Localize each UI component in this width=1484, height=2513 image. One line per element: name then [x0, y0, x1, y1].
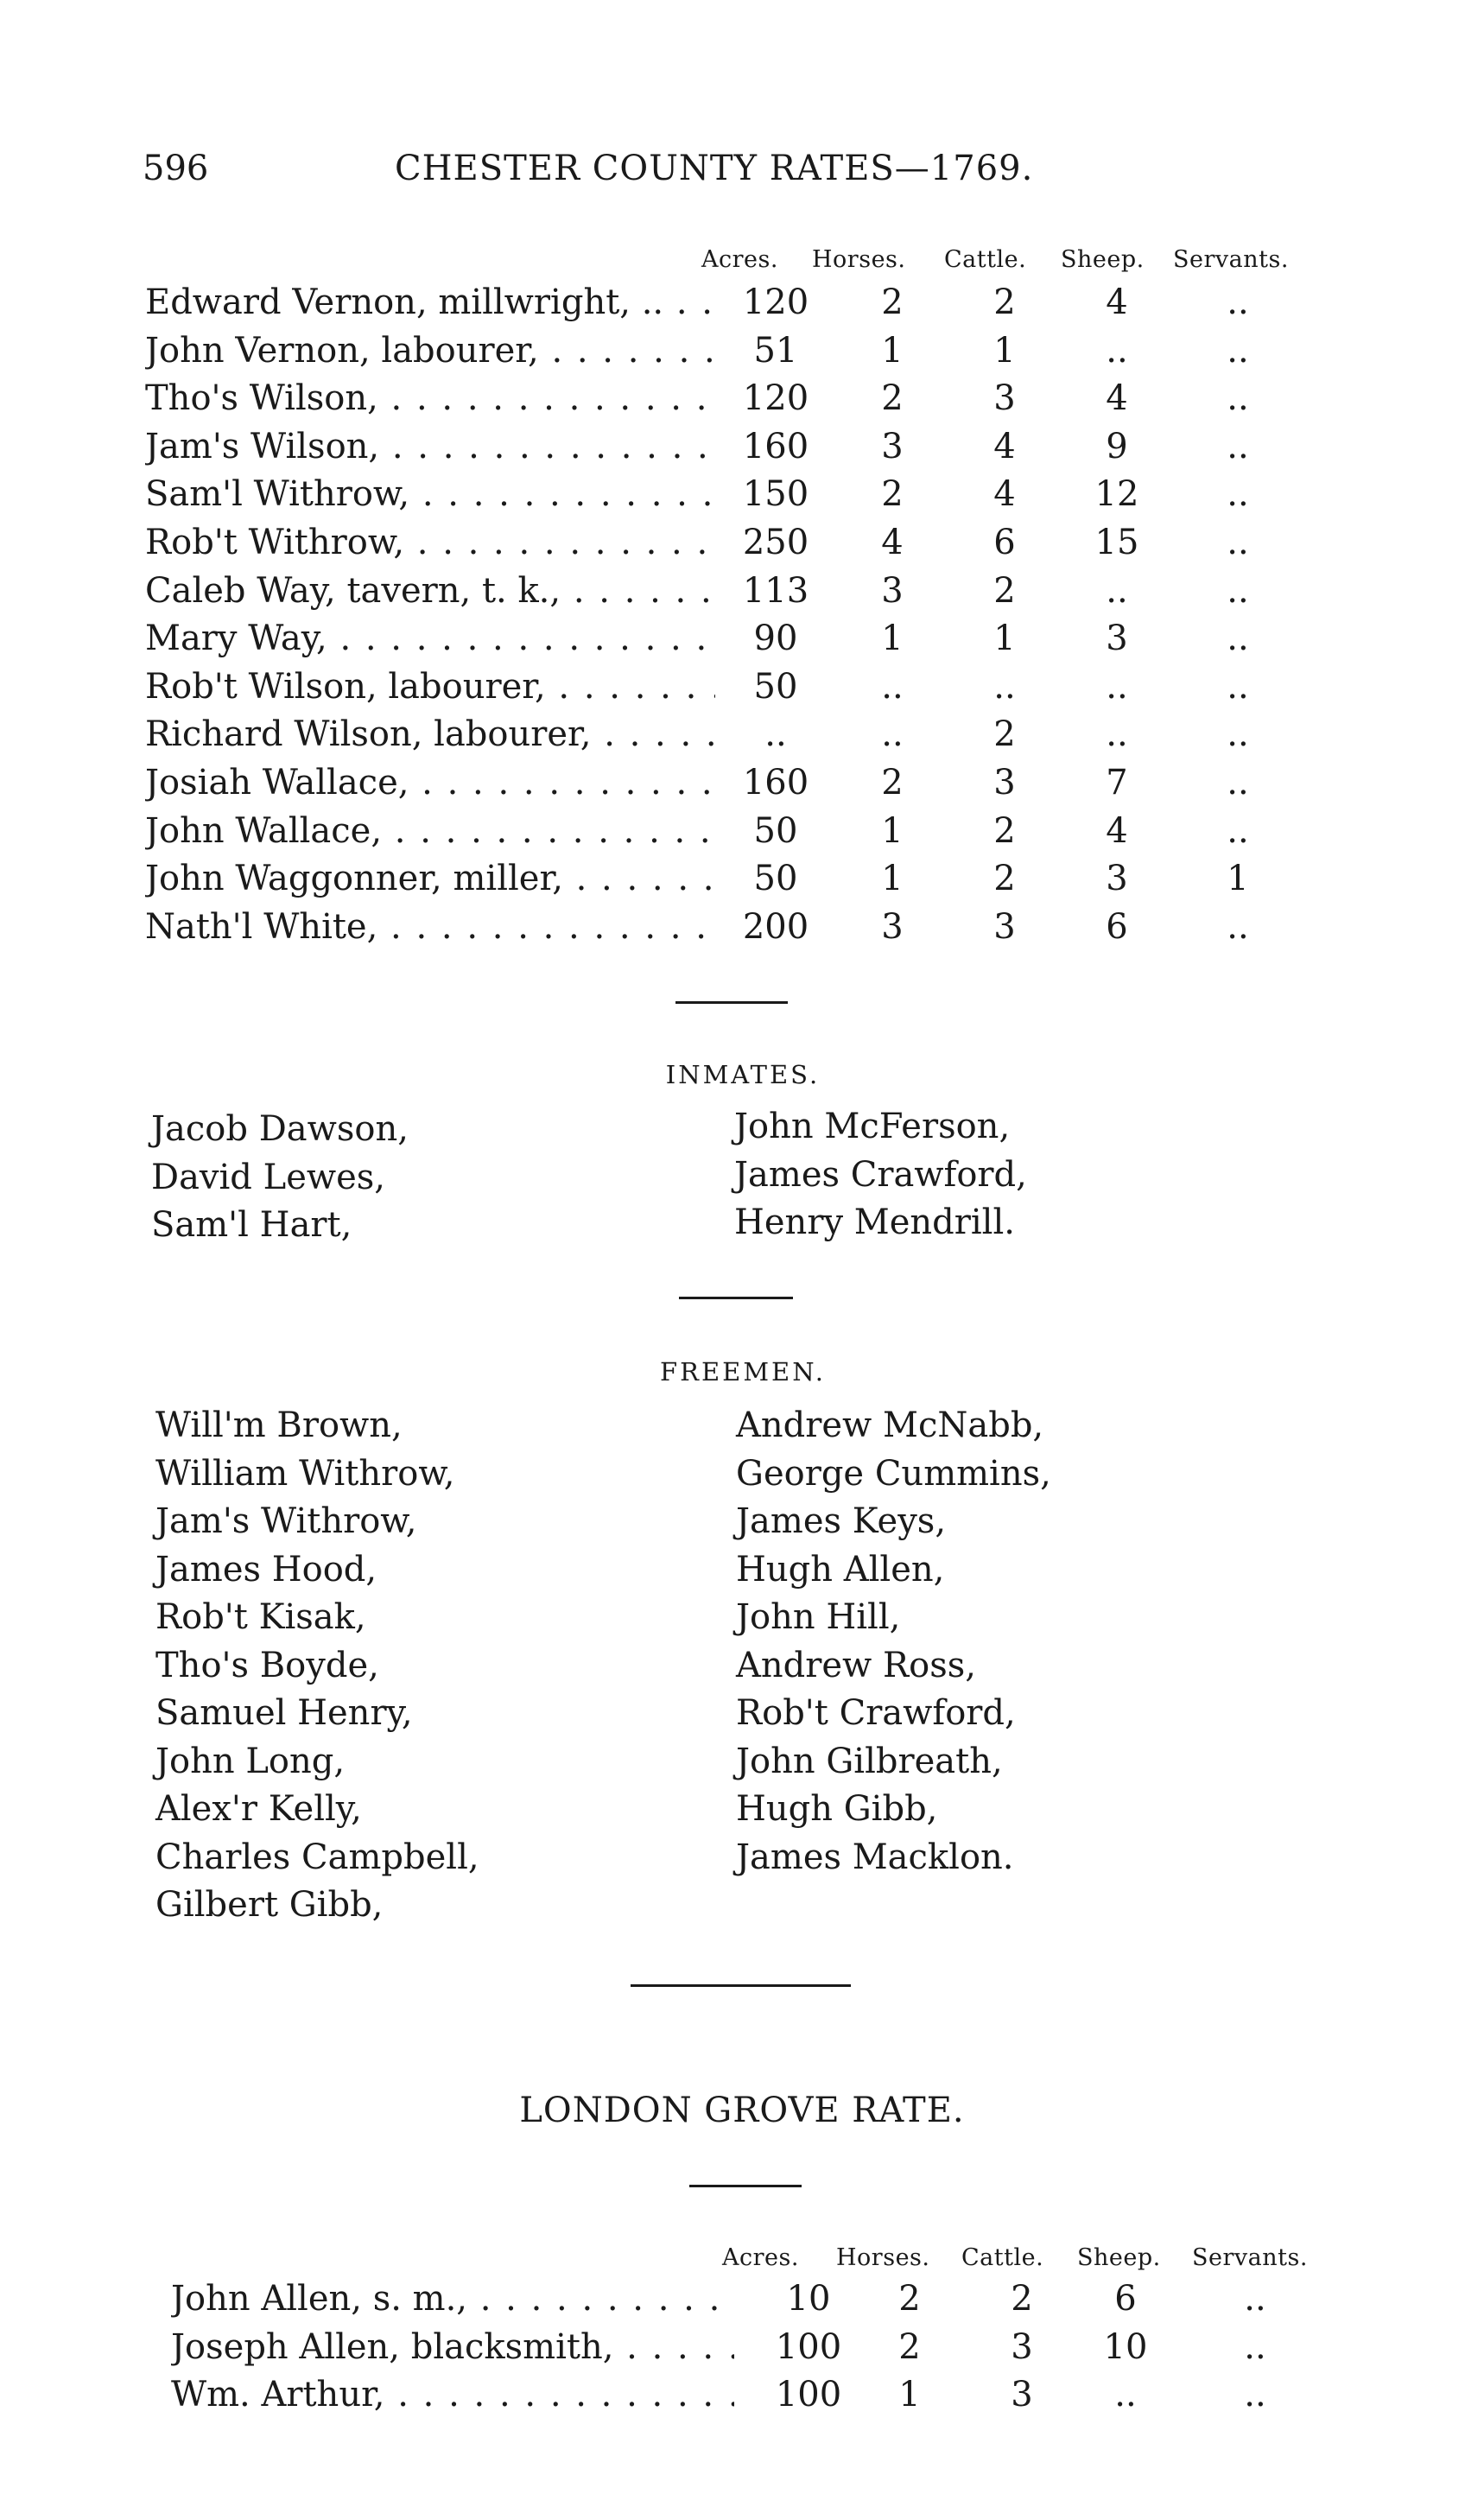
cell-acres: 100 — [775, 2326, 842, 2367]
row-name: Richard Wilson, labourer, . . . — [145, 710, 715, 758]
cell-servants: .. — [1227, 523, 1249, 562]
cell-acres: 50 — [753, 666, 798, 707]
cell-cattle: 2 — [993, 714, 1016, 755]
cell-servants: .. — [1244, 2279, 1266, 2319]
cell-acres: .. — [764, 714, 787, 755]
name-entry: Sam'l Hart, — [151, 1205, 352, 1245]
cell-acres: 90 — [753, 619, 798, 659]
cell-horses: .. — [881, 666, 904, 707]
london-grove-title: LONDON GROVE RATE. — [519, 2091, 965, 2130]
table-row — [0, 374, 1484, 422]
cell-sheep: .. — [1114, 2375, 1137, 2415]
cell-horses: .. — [881, 714, 904, 755]
row-name: Tho's Wilson, . . . — [145, 374, 715, 422]
col-servants: Servants. — [1173, 246, 1289, 273]
col-horses: Horses. — [812, 246, 906, 273]
table-row — [0, 903, 1484, 951]
cell-acres: 150 — [742, 474, 809, 515]
cell-servants: .. — [1227, 474, 1249, 515]
cell-horses: 2 — [881, 763, 904, 803]
running-title: CHESTER COUNTY RATES—1769. — [395, 149, 1034, 188]
name-entry: Jam's Withrow, — [155, 1501, 417, 1541]
cell-cattle: 2 — [993, 810, 1016, 851]
col-cattle: Cattle. — [944, 246, 1027, 273]
name-entry: Tho's Boyde, — [155, 1645, 379, 1685]
freemen-title: FREEMEN. — [660, 1357, 826, 1387]
row-name: Caleb Way, tavern, t. k., . . . — [145, 567, 715, 615]
col-acres: Acres. — [722, 2244, 799, 2271]
cell-horses: 1 — [898, 2375, 921, 2415]
cell-cattle: 4 — [993, 474, 1016, 515]
cell-servants: .. — [1227, 619, 1249, 659]
cell-acres: 250 — [742, 523, 809, 562]
freemen-right-list — [736, 1402, 1051, 1882]
cell-sheep: 6 — [1114, 2279, 1137, 2319]
table-row — [0, 470, 1484, 518]
name-entry: George Cummins, — [736, 1453, 1051, 1494]
cell-servants: .. — [1227, 330, 1249, 371]
row-name: John Allen, s. m., . . . — [171, 2275, 734, 2323]
table-row — [0, 614, 1484, 663]
cell-sheep: 6 — [1106, 906, 1128, 947]
cell-servants: .. — [1227, 714, 1249, 755]
cell-sheep: 9 — [1106, 426, 1128, 466]
cell-servants: .. — [1244, 2326, 1266, 2367]
row-name: Joseph Allen, blacksmith, . . . — [171, 2323, 734, 2371]
name-entry: John Hill, — [736, 1597, 901, 1637]
cell-sheep: .. — [1106, 570, 1128, 611]
col-acres: Acres. — [701, 246, 778, 273]
table-row — [0, 807, 1484, 855]
name-entry: Gilbert Gibb, — [155, 1885, 384, 1925]
table-row — [0, 278, 1484, 327]
table-row — [0, 854, 1484, 903]
cell-sheep: 4 — [1106, 282, 1128, 322]
name-entry: Hugh Allen, — [736, 1549, 945, 1590]
divider — [679, 1297, 793, 1299]
row-name: John Vernon, labourer, . . . — [145, 327, 715, 375]
col-horses: Horses. — [836, 2244, 930, 2271]
cell-acres: 50 — [753, 859, 798, 899]
divider — [675, 1001, 788, 1004]
cell-cattle: 4 — [993, 426, 1016, 466]
name-entry: Henry Mendrill. — [734, 1203, 1015, 1242]
cell-sheep: 4 — [1106, 378, 1128, 419]
cell-cattle: 1 — [993, 330, 1016, 371]
cell-sheep: 12 — [1094, 474, 1139, 515]
row-name: John Waggonner, miller, . . . — [145, 854, 715, 903]
row-name: Rob't Wilson, labourer, . . . — [145, 663, 715, 711]
table-row — [0, 567, 1484, 615]
page-number: 596 — [143, 149, 209, 188]
name-entry: Hugh Gibb, — [736, 1789, 938, 1829]
name-entry: James Macklon. — [736, 1837, 1014, 1877]
cell-acres: 10 — [786, 2279, 831, 2319]
cell-horses: 4 — [881, 523, 904, 562]
cell-cattle: 2 — [993, 570, 1016, 611]
col-sheep: Sheep. — [1077, 2244, 1161, 2271]
page-header — [143, 149, 1352, 197]
cell-horses: 2 — [881, 282, 904, 322]
name-entry: John Gilbreath, — [736, 1741, 1003, 1781]
cell-sheep: 15 — [1094, 523, 1139, 562]
freemen-left-list — [155, 1402, 479, 1930]
cell-acres: 113 — [742, 570, 809, 611]
col-cattle: Cattle. — [961, 2244, 1044, 2271]
cell-servants: .. — [1227, 282, 1249, 322]
cell-servants: .. — [1227, 906, 1249, 947]
cell-acres: 120 — [742, 378, 809, 419]
table-row — [0, 2323, 1484, 2371]
col-sheep: Sheep. — [1061, 246, 1145, 273]
table-row — [0, 327, 1484, 375]
cell-horses: 2 — [881, 474, 904, 515]
name-entry: James Crawford, — [734, 1154, 1027, 1195]
cell-horses: 1 — [881, 810, 904, 851]
cell-sheep: 3 — [1106, 619, 1128, 659]
cell-horses: 2 — [898, 2279, 921, 2319]
cell-cattle: 3 — [993, 378, 1016, 419]
cell-acres: 200 — [742, 906, 809, 947]
cell-servants: .. — [1244, 2375, 1266, 2415]
cell-cattle: 2 — [1011, 2279, 1033, 2319]
cell-sheep: .. — [1106, 666, 1128, 707]
name-entry: David Lewes, — [151, 1157, 386, 1197]
table-row — [0, 663, 1484, 711]
name-entry: James Hood, — [155, 1549, 377, 1590]
cell-servants: .. — [1227, 666, 1249, 707]
cell-horses: 2 — [898, 2326, 921, 2367]
name-entry: Andrew Ross, — [736, 1645, 976, 1685]
row-name: Mary Way, . . . — [145, 614, 715, 663]
cell-horses: 1 — [881, 619, 904, 659]
row-name: John Wallace, . . . — [145, 807, 715, 855]
name-entry: John Long, — [155, 1741, 346, 1781]
cell-servants: .. — [1227, 426, 1249, 466]
divider — [631, 1984, 851, 1987]
table-row — [0, 710, 1484, 758]
cell-acres: 160 — [742, 426, 809, 466]
cell-horses: 3 — [881, 906, 904, 947]
cell-cattle: 3 — [1011, 2375, 1033, 2415]
inmates-title: INMATES. — [665, 1060, 821, 1089]
table-row — [0, 2275, 1484, 2323]
cell-cattle: 3 — [993, 763, 1016, 803]
divider — [689, 2185, 802, 2187]
cell-horses: 3 — [881, 426, 904, 466]
cell-sheep: 7 — [1106, 763, 1128, 803]
cell-servants: .. — [1227, 378, 1249, 419]
inmates-right-list — [734, 1103, 1027, 1247]
cell-servants: 1 — [1227, 859, 1249, 899]
name-entry: Charles Campbell, — [155, 1837, 479, 1877]
cell-cattle: .. — [993, 666, 1016, 707]
cell-sheep: .. — [1106, 714, 1128, 755]
name-entry: Will'm Brown, — [155, 1406, 403, 1445]
row-name: Sam'l Withrow, . . . — [145, 470, 715, 518]
cell-acres: 120 — [742, 282, 809, 322]
name-entry: William Withrow, — [155, 1453, 455, 1494]
name-entry: John McFerson, — [734, 1107, 1011, 1146]
name-entry: Rob't Crawford, — [736, 1693, 1016, 1733]
name-entry: Rob't Kisak, — [155, 1597, 366, 1637]
table-row — [0, 758, 1484, 807]
cell-sheep: 3 — [1106, 859, 1128, 899]
row-name: Edward Vernon, millwright, .. . . . — [145, 278, 715, 327]
row-name: Nath'l White, . . . — [145, 903, 715, 951]
cell-servants: .. — [1227, 763, 1249, 803]
cell-cattle: 1 — [993, 619, 1016, 659]
cell-cattle: 3 — [1011, 2326, 1033, 2367]
row-name: Rob't Withrow, . . . — [145, 518, 715, 567]
cell-cattle: 2 — [993, 859, 1016, 899]
cell-acres: 50 — [753, 810, 798, 851]
cell-cattle: 6 — [993, 523, 1016, 562]
cell-horses: 1 — [881, 859, 904, 899]
col-servants: Servants. — [1192, 2244, 1308, 2271]
name-entry: Samuel Henry, — [155, 1693, 413, 1733]
cell-acres: 51 — [753, 330, 798, 371]
row-name: Josiah Wallace, . . . — [145, 758, 715, 807]
name-entry: Jacob Dawson, — [151, 1109, 409, 1149]
cell-horses: 2 — [881, 378, 904, 419]
cell-cattle: 3 — [993, 906, 1016, 947]
cell-acres: 100 — [775, 2375, 842, 2415]
cell-servants: .. — [1227, 810, 1249, 851]
name-entry: James Keys, — [736, 1501, 947, 1541]
name-entry: Alex'r Kelly, — [155, 1789, 362, 1829]
table-row — [0, 2370, 1484, 2419]
cell-horses: 3 — [881, 570, 904, 611]
cell-acres: 160 — [742, 763, 809, 803]
row-name: Wm. Arthur, . . . — [171, 2370, 734, 2419]
cell-sheep: 10 — [1103, 2326, 1148, 2367]
table-row — [0, 518, 1484, 567]
inmates-left-list — [151, 1106, 409, 1250]
name-entry: Andrew McNabb, — [736, 1406, 1044, 1445]
cell-sheep: .. — [1106, 330, 1128, 371]
cell-sheep: 4 — [1106, 810, 1128, 851]
cell-cattle: 2 — [993, 282, 1016, 322]
cell-servants: .. — [1227, 570, 1249, 611]
cell-horses: 1 — [881, 330, 904, 371]
row-name: Jam's Wilson, . . . — [145, 422, 715, 471]
table-row — [0, 422, 1484, 471]
